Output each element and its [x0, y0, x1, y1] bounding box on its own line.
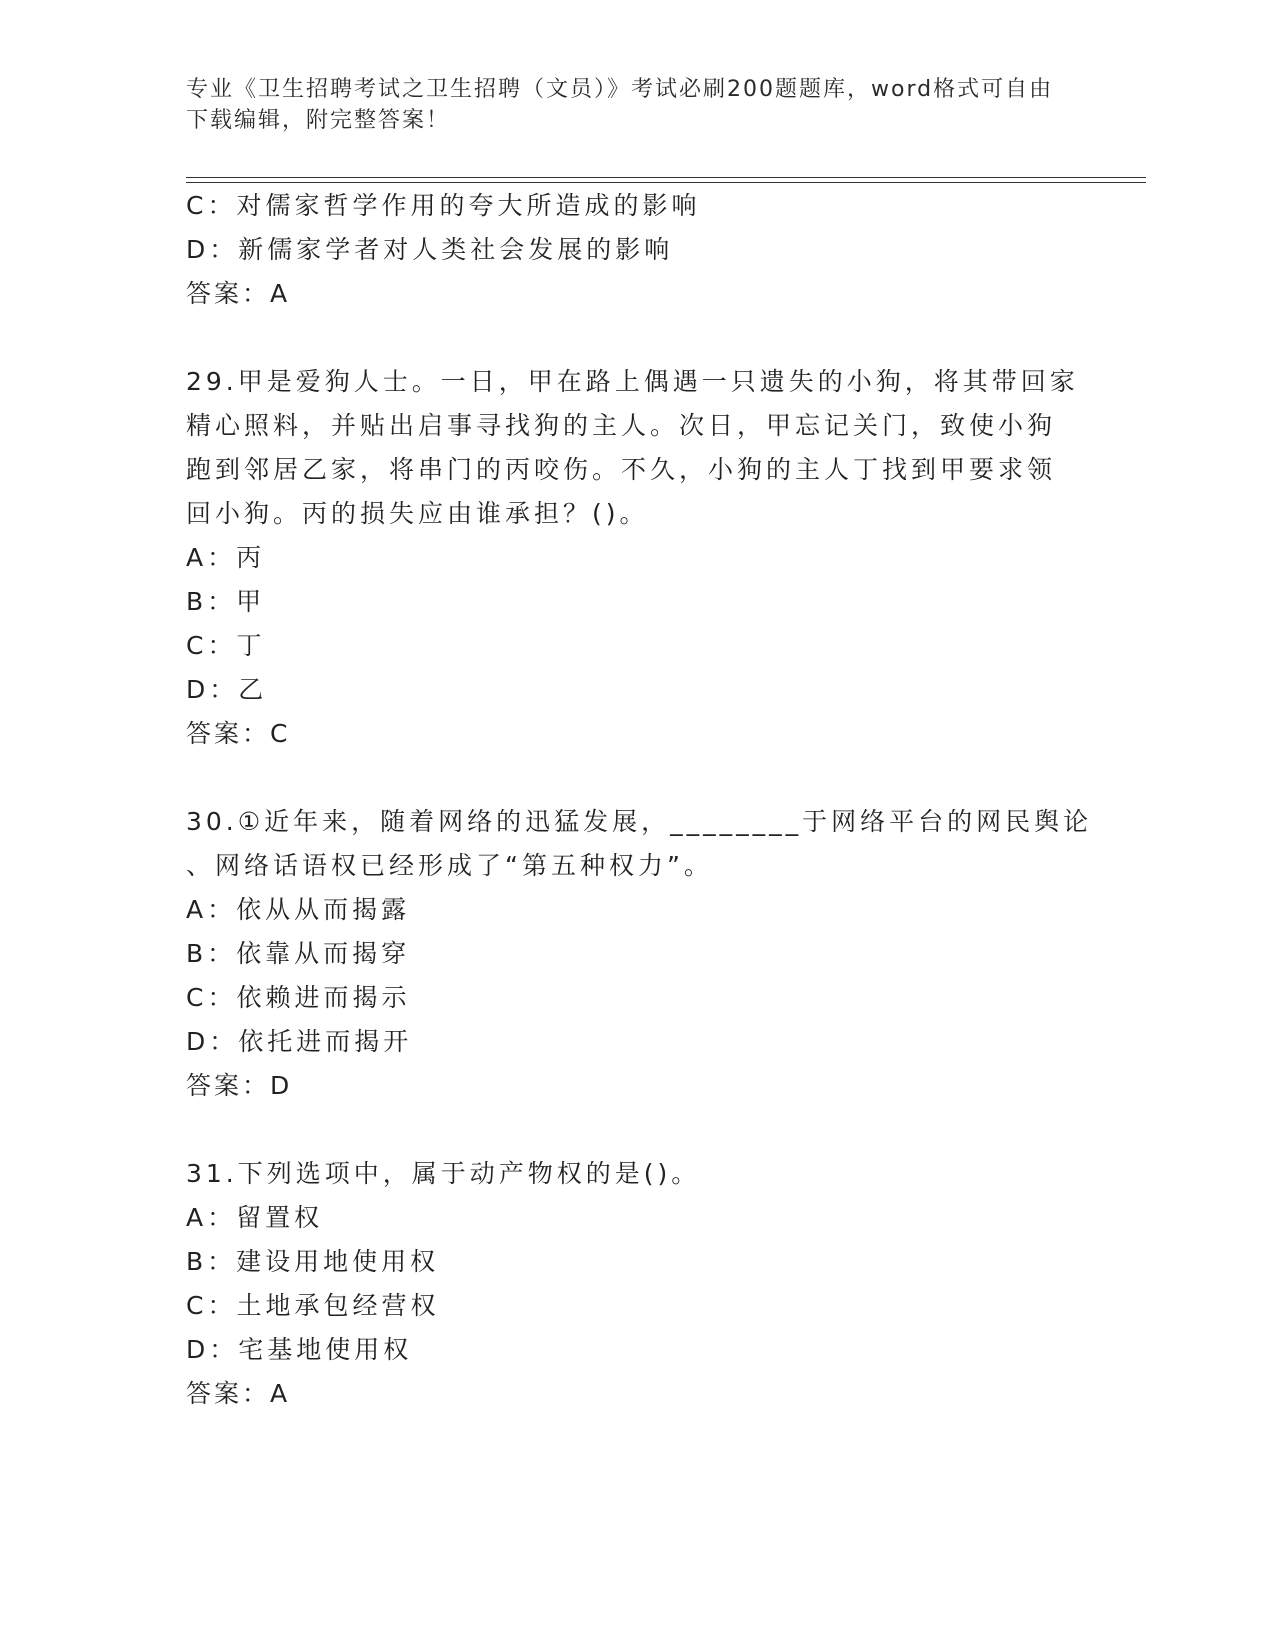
q31-option-a: A：留置权 — [186, 1203, 324, 1232]
q31-option-c: C：土地承包经营权 — [186, 1291, 440, 1320]
q30-stem-line-2: 、网络话语权已经形成了“第五种权力”。 — [186, 851, 713, 880]
q29-stem-line-3: 跑到邻居乙家，将串门的丙咬伤。不久，小狗的主人丁找到甲要求领 — [186, 455, 1057, 484]
q30-option-a: A：依从从而揭露 — [186, 895, 411, 924]
q30-option-b: B：依靠从而揭穿 — [186, 939, 411, 968]
header-divider-top — [186, 177, 1146, 178]
q28-option-d: D：新儒家学者对人类社会发展的影响 — [186, 235, 674, 264]
q29-stem-line-2: 精心照料，并贴出启事寻找狗的主人。次日，甲忘记关门，致使小狗 — [186, 411, 1057, 440]
q31-option-d: D：宅基地使用权 — [186, 1335, 413, 1364]
q29-stem-line-4: 回小狗。丙的损失应由谁承担？()。 — [186, 499, 649, 528]
header-divider-bottom — [186, 182, 1146, 183]
q31-option-b: B：建设用地使用权 — [186, 1247, 440, 1276]
q30-option-c: C：依赖进而揭示 — [186, 983, 411, 1012]
q28-answer: 答案：A — [186, 279, 291, 308]
q30-stem-line-1: 30.①近年来，随着网络的迅猛发展，________于网络平台的网民舆论 — [186, 807, 1093, 836]
q29-option-c: C：丁 — [186, 631, 266, 660]
q30-answer: 答案：D — [186, 1071, 293, 1100]
q28-option-c: C：对儒家哲学作用的夸大所造成的影响 — [186, 191, 701, 220]
document-header: 专业《卫生招聘考试之卫生招聘（文员）》考试必刷200题题库，word格式可自由下载编辑，附完整答案！ — [186, 77, 1054, 133]
q29-option-a: A：丙 — [186, 543, 266, 572]
q29-answer: 答案：C — [186, 719, 291, 748]
q31-stem-line-1: 31.下列选项中，属于动产物权的是()。 — [186, 1159, 701, 1188]
q29-option-d: D：乙 — [186, 675, 268, 704]
q31-answer: 答案：A — [186, 1379, 291, 1408]
q29-option-b: B：甲 — [186, 587, 266, 616]
q29-stem-line-1: 29.甲是爱狗人士。一日，甲在路上偶遇一只遗失的小狗，将其带回家 — [186, 367, 1079, 396]
q30-option-d: D：依托进而揭开 — [186, 1027, 413, 1056]
